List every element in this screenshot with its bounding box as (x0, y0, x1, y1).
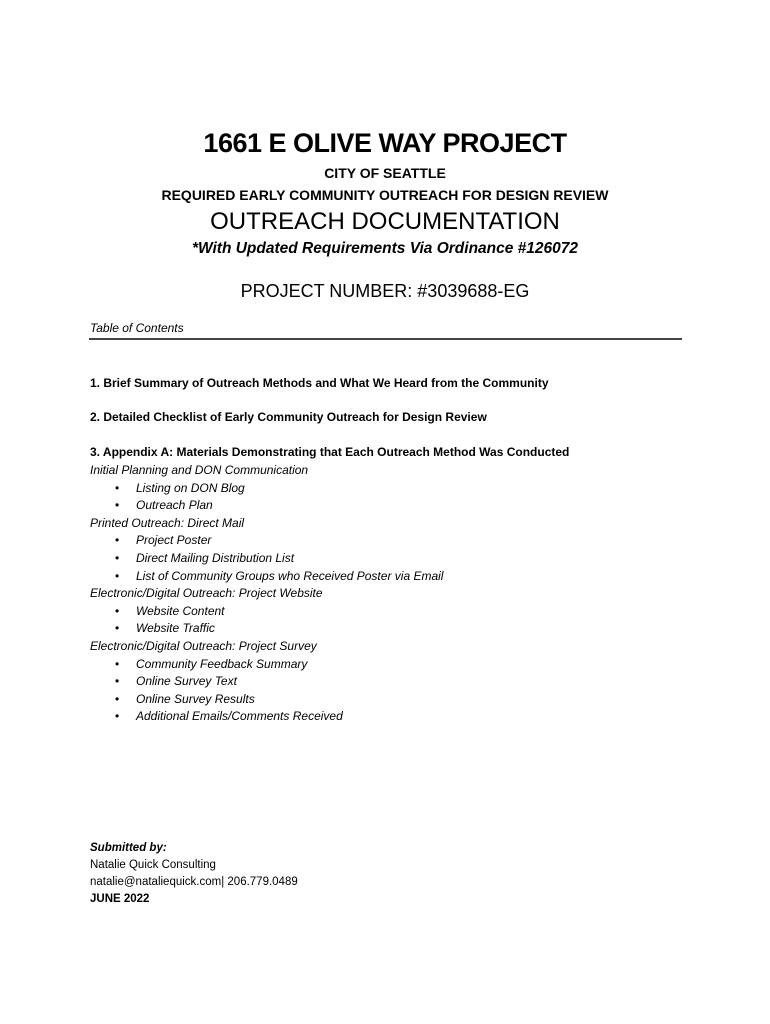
bullet-icon: • (115, 550, 120, 565)
list-item (90, 550, 690, 568)
document-title: 1661 E OLIVE WAY PROJECT (203, 128, 567, 158)
list-item (90, 480, 690, 498)
list-item-label: Direct Mailing Distribution List (136, 550, 295, 565)
toc-section-3: 3. Appendix A: Materials Demonstrating that Each Outreach Method Was Conducted (90, 445, 570, 459)
appendix-group-heading: Initial Planning and DON Communication (90, 463, 309, 477)
bullet-icon: • (115, 674, 120, 689)
list-item-label: Website Content (136, 603, 225, 618)
document-type-heading: OUTREACH DOCUMENTATION (210, 208, 560, 235)
toc-divider (89, 338, 682, 340)
appendix-group-heading: Electronic/Digital Outreach: Project Survey (90, 638, 317, 653)
bullet-icon: • (115, 603, 120, 618)
submitted-by-label: Submitted by: (90, 842, 167, 854)
bullet-icon: • (115, 568, 120, 583)
contact-info: natalie@nataliequick.com| 206.779.0489 (90, 876, 298, 888)
bullet-icon: • (115, 533, 120, 548)
list-item (90, 603, 690, 621)
list-item-label: List of Community Groups who Received Poster via Email (136, 568, 444, 583)
list-item-label: Listing on DON Blog (136, 480, 245, 495)
list-item (90, 708, 690, 726)
list-item (90, 568, 690, 586)
requirement-heading: REQUIRED EARLY COMMUNITY OUTREACH FOR DESIGN REVIEW (161, 187, 609, 203)
bullet-icon: • (115, 621, 120, 636)
submission-block (90, 840, 298, 908)
bullet-icon: • (115, 656, 120, 671)
appendix-group-heading: Printed Outreach: Direct Mail (90, 515, 245, 530)
list-item (90, 656, 690, 674)
city-heading: CITY OF SEATTLE (324, 165, 446, 181)
list-item (90, 691, 690, 709)
bullet-icon: • (115, 480, 120, 495)
list-item-label: Community Feedback Summary (136, 656, 308, 671)
list-item-label: Outreach Plan (136, 498, 213, 513)
list-item-label: Additional Emails/Comments Received (136, 709, 343, 724)
company-name: Natalie Quick Consulting (90, 859, 216, 871)
list-item (90, 532, 690, 550)
toc-section-1: 1. Brief Summary of Outreach Methods and What We Heard from the Community (90, 376, 549, 390)
list-item (90, 673, 690, 691)
list-item-label: Online Survey Results (136, 691, 255, 706)
list-item-label: Project Poster (136, 533, 212, 548)
bullet-icon: • (115, 691, 120, 706)
bullet-icon: • (115, 498, 120, 513)
project-number: PROJECT NUMBER: #3039688-EG (240, 281, 530, 301)
list-item-label: Website Traffic (136, 621, 215, 636)
toc-section-2: 2. Detailed Checklist of Early Community Outreach for Design Review (90, 410, 487, 424)
submission-date: JUNE 2022 (90, 893, 150, 905)
appendix-group-heading: Electronic/Digital Outreach: Project Website (90, 586, 323, 601)
toc-label: Table of Contents (90, 321, 184, 335)
ordinance-note: *With Updated Requirements Via Ordinance #126072 (191, 240, 579, 257)
bullet-icon: • (115, 709, 120, 724)
list-item (90, 620, 690, 638)
list-item-label: Online Survey Text (136, 674, 237, 689)
appendix-list (90, 462, 690, 726)
list-item (90, 497, 690, 515)
